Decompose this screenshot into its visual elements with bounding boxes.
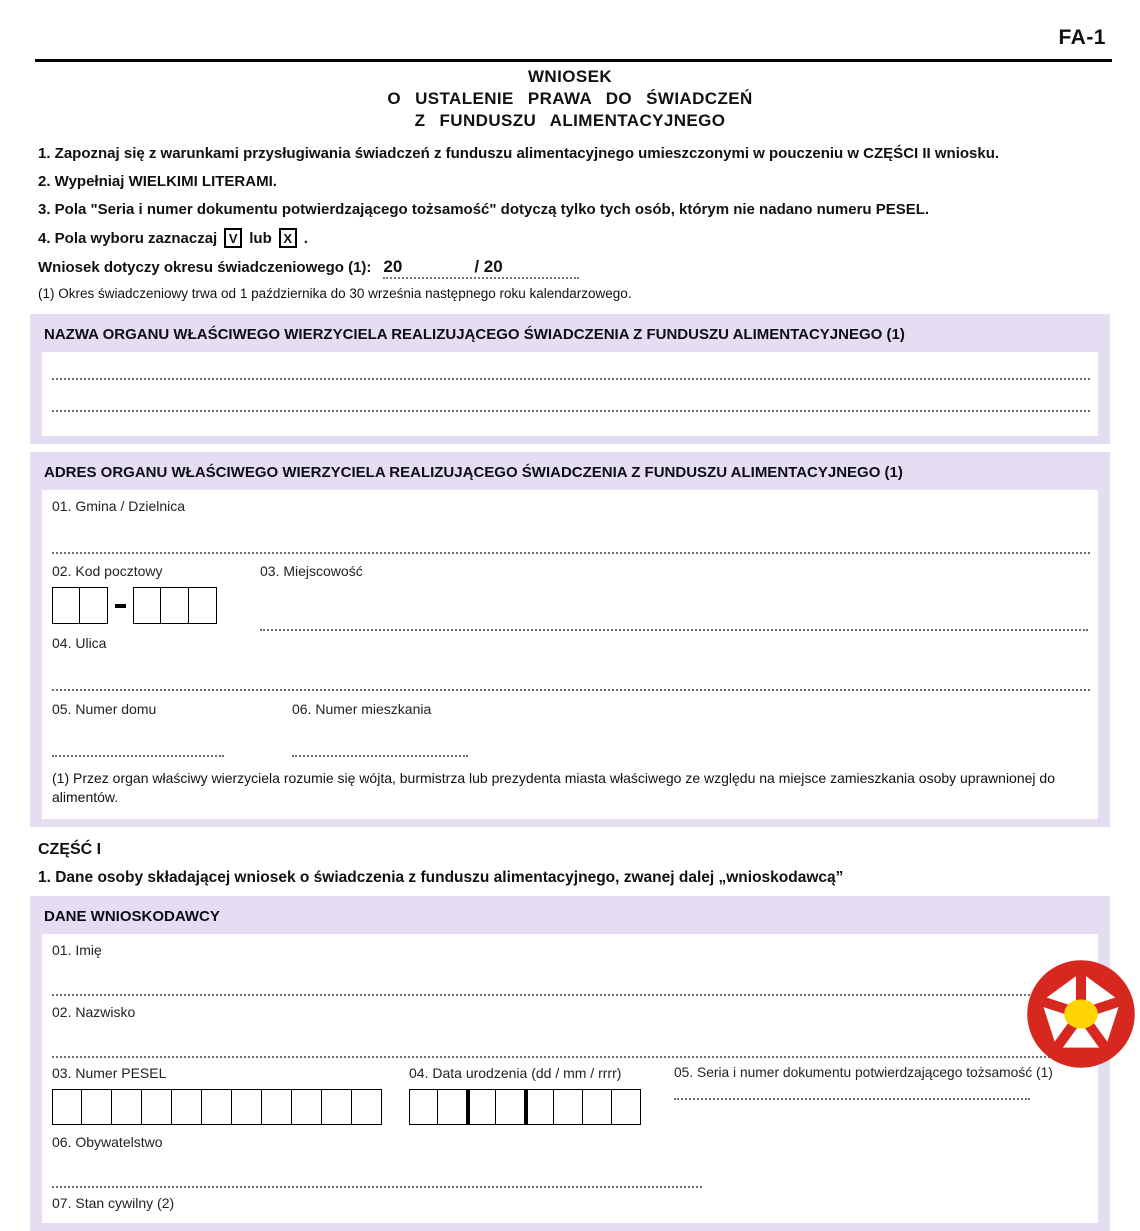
section-authority-address-header: ADRES ORGANU WŁAŚCIWEGO WIERZYCIELA REALIZUJĄCEGO ŚWIADCZENIA Z FUNDUSZU ALIMENTACYJNEGO (1) <box>44 464 903 481</box>
field-birthdate <box>409 1065 674 1125</box>
section-applicant-data-header: DANE WNIOSKODAWCY <box>44 908 220 925</box>
field-birthdate-label: 04. Data urodzenia (dd / mm / rrrr) <box>409 1065 622 1081</box>
field-gmina-label: 01. Gmina / Dzielnica <box>52 498 186 514</box>
field-id-document-input-line[interactable] <box>674 1098 1030 1100</box>
char-box[interactable] <box>202 1089 232 1125</box>
field-street-input-line[interactable] <box>52 689 1090 691</box>
char-box[interactable] <box>172 1089 202 1125</box>
char-box[interactable] <box>352 1089 382 1125</box>
field-pesel <box>52 1065 409 1125</box>
char-box[interactable] <box>52 587 80 624</box>
pesel-boxes-group <box>52 1089 382 1125</box>
pesel-boxes <box>52 1089 409 1125</box>
char-box[interactable] <box>133 587 161 624</box>
postal-code-boxes-right <box>133 587 217 624</box>
instruction-4-middle: lub <box>249 229 272 247</box>
birthdate-boxes <box>409 1089 674 1125</box>
part1-subheading: 1. Dane osoby składającej wniosek o świadczenia z funduszu alimentacyjnego, zwanej dalej „wnioskodawcą” <box>38 869 844 886</box>
field-first-name <box>52 942 1088 996</box>
char-box[interactable] <box>409 1089 438 1125</box>
field-first-name-input-line[interactable] <box>52 994 1090 996</box>
field-apartment-number <box>292 701 468 757</box>
char-box[interactable] <box>232 1089 262 1125</box>
field-city-label: 03. Miejscowość <box>260 563 363 579</box>
site-rose-logo-icon <box>1025 958 1137 1070</box>
field-citizenship-label: 06. Obywatelstwo <box>52 1134 163 1150</box>
field-postal-code-label: 02. Kod pocztowy <box>52 563 163 579</box>
field-citizenship-input-line[interactable] <box>52 1186 702 1188</box>
char-box[interactable] <box>80 587 108 624</box>
instruction-2: 2. Wypełniaj WIELKIMI LITERAMI. <box>38 173 277 190</box>
field-house-number <box>52 701 292 757</box>
char-box[interactable] <box>82 1089 112 1125</box>
field-street-label: 04. Ulica <box>52 635 107 651</box>
char-box[interactable] <box>189 587 217 624</box>
form-title-line3: Z FUNDUSZU ALIMENTACYJNEGO <box>414 111 726 130</box>
char-box[interactable] <box>467 1089 496 1125</box>
section-authority-address <box>30 452 1110 827</box>
part1-heading: CZĘŚĆ I <box>38 841 102 858</box>
field-marital-status-label: 07. Stan cywilny (2) <box>52 1195 175 1211</box>
form-title-line2: O USTALENIE PRAWA DO ŚWIADCZEŃ <box>387 89 753 108</box>
instruction-3: 3. Pola "Seria i numer dokumentu potwierdzającego tożsamość" dotyczą tylko tych osób, którym nie nadano numeru PESEL. <box>38 201 930 218</box>
char-box[interactable] <box>322 1089 352 1125</box>
section-authority-name-header: NAZWA ORGANU WŁAŚCIWEGO WIERZYCIELA REALIZUJĄCEGO ŚWIADCZENIA Z FUNDUSZU ALIMENTACYJNEGO (1) <box>44 326 905 343</box>
section-applicant-data-body <box>42 934 1098 1223</box>
instruction-1: 1. Zapoznaj się z warunkami przysługiwania świadczeń z funduszu alimentacyjnego umieszczonymi w pouczeniu w CZĘŚCI II wniosku. <box>38 145 1000 162</box>
char-box[interactable] <box>161 587 189 624</box>
section-authority-name <box>30 314 1110 444</box>
top-rule <box>35 59 1112 62</box>
instructions-list <box>38 144 1140 248</box>
form-code: FA-1 <box>1058 26 1106 49</box>
char-box[interactable] <box>583 1089 612 1125</box>
instruction-4-suffix: . <box>303 229 308 247</box>
field-house-number-input-line[interactable] <box>52 755 224 757</box>
field-city-input-line[interactable] <box>260 629 1088 631</box>
char-box[interactable] <box>52 1089 82 1125</box>
benefit-period-footnote: (1) Okres świadczeniowy trwa od 1 października do 30 września następnego roku kalendarzowego. <box>38 286 632 301</box>
form-title-line1: WNIOSEK <box>527 67 613 86</box>
char-box[interactable] <box>262 1089 292 1125</box>
postal-code-dash <box>115 604 126 608</box>
instruction-4 <box>38 228 1140 248</box>
postal-code-boxes-left <box>52 587 108 624</box>
row-house-apartment <box>52 701 1088 757</box>
field-apartment-number-input-line[interactable] <box>292 755 468 757</box>
checkmark-v-icon: V <box>224 228 242 248</box>
field-gmina-input-line[interactable] <box>52 552 1090 554</box>
field-house-number-label: 05. Numer domu <box>52 701 157 717</box>
authority-name-input-line-2[interactable] <box>52 410 1090 412</box>
form-title <box>0 0 1140 132</box>
char-box[interactable] <box>525 1089 554 1125</box>
field-last-name <box>52 1004 1088 1058</box>
field-city <box>260 563 1088 631</box>
field-first-name-label: 01. Imię <box>52 942 102 958</box>
field-last-name-input-line[interactable] <box>52 1056 1090 1058</box>
char-box[interactable] <box>496 1089 525 1125</box>
field-gmina <box>52 498 1088 554</box>
benefit-period-input-line[interactable] <box>383 257 579 279</box>
benefit-period-year-end: / 20 <box>474 257 503 276</box>
authority-name-input-line-1[interactable] <box>52 378 1090 380</box>
benefit-period-label: Wniosek dotyczy okresu świadczeniowego (1): <box>38 259 372 276</box>
field-last-name-label: 02. Nazwisko <box>52 1004 136 1020</box>
field-pesel-label: 03. Numer PESEL <box>52 1065 167 1081</box>
char-box[interactable] <box>612 1089 641 1125</box>
instruction-4-prefix: 4. Pola wyboru zaznaczaj <box>38 229 218 247</box>
field-street <box>52 635 1088 691</box>
authority-address-footnote: (1) Przez organ właściwy wierzyciela rozumie się wójta, burmistrza lub prezydenta miasta właściwego ze względu na miejsce zamieszkania osoby uprawnionej do alimentów. <box>52 770 1055 805</box>
benefit-period-row <box>38 257 1140 279</box>
field-postal-code <box>52 563 260 631</box>
checkmark-x-icon: X <box>279 228 297 248</box>
birthdate-boxes-group <box>409 1089 641 1125</box>
section-authority-name-body <box>42 352 1098 436</box>
postal-code-boxes <box>52 587 260 624</box>
field-citizenship <box>52 1134 1088 1188</box>
section-applicant-data <box>30 896 1110 1231</box>
field-apartment-number-label: 06. Numer mieszkania <box>292 701 432 717</box>
field-id-document-label: 05. Seria i numer dokumentu potwierdzającego tożsamość (1) <box>674 1065 1053 1080</box>
char-box[interactable] <box>554 1089 583 1125</box>
char-box[interactable] <box>142 1089 172 1125</box>
benefit-period-year-start: 20 <box>383 257 403 276</box>
section-authority-address-body <box>42 490 1098 819</box>
char-box[interactable] <box>292 1089 322 1125</box>
field-id-document <box>674 1065 1088 1125</box>
char-box[interactable] <box>112 1089 142 1125</box>
field-marital-status <box>52 1195 1088 1211</box>
row-pesel-birthdate-id <box>52 1065 1088 1125</box>
row-postal-city <box>52 563 1088 631</box>
char-box[interactable] <box>438 1089 467 1125</box>
